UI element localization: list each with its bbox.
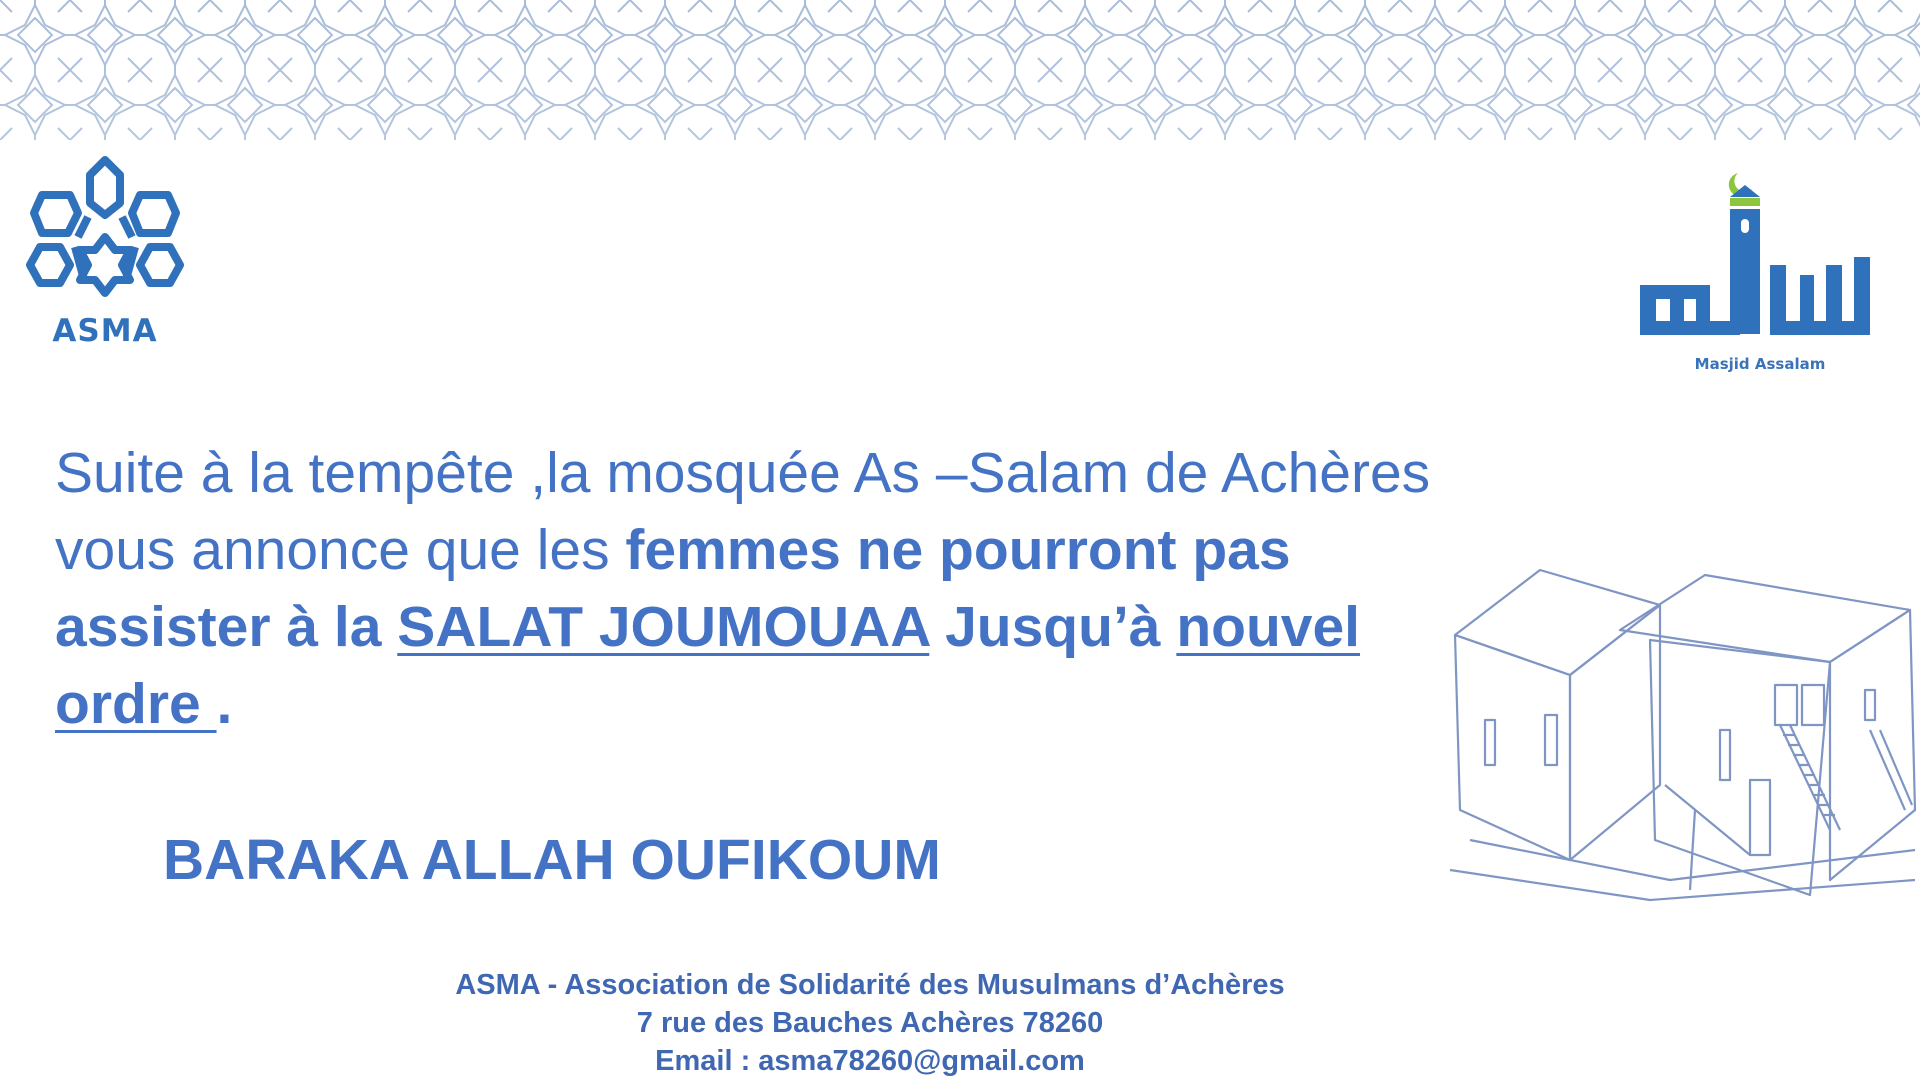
islamic-pattern-band [0,0,1920,140]
footer-address: 7 rue des Bauches Achères 78260 [636,1007,1104,1039]
announcement-text [55,435,1475,743]
announcement-bold2: Jusqu’à [929,595,1177,659]
masjid-assalam-logo-text: Masjid Assalam [1694,355,1826,373]
closing-blessing: BARAKA ALLAH OUFIKOUM [163,828,941,892]
announcement-nouvel-ordre: nouvel ordre [55,595,1361,736]
masjid-assalam-logo-icon [1630,165,1890,350]
asma-logo-icon [20,155,190,315]
masjid-assalam-logo [1630,165,1900,380]
announcement-bold1: femmes ne pourront pas assister à la [55,518,1291,659]
mosque-building-sketch [1450,550,1920,905]
announcement-part1: Suite à la tempête ,la mosquée As –Salam de Achères vous annonce que les [55,441,1431,582]
asma-logo-text: ASMA [52,313,158,349]
footer-email: Email : asma78260@gmail.com [655,1045,1085,1077]
announcement-bold3: . [216,672,233,736]
footer-association-name: ASMA - Association de Solidarité des Musulmans d’Achères [455,969,1285,1001]
announcement-salat-joumouaa: SALAT JOUMOUAA [397,595,930,659]
asma-logo [20,155,200,355]
footer-contact [0,966,1740,1080]
